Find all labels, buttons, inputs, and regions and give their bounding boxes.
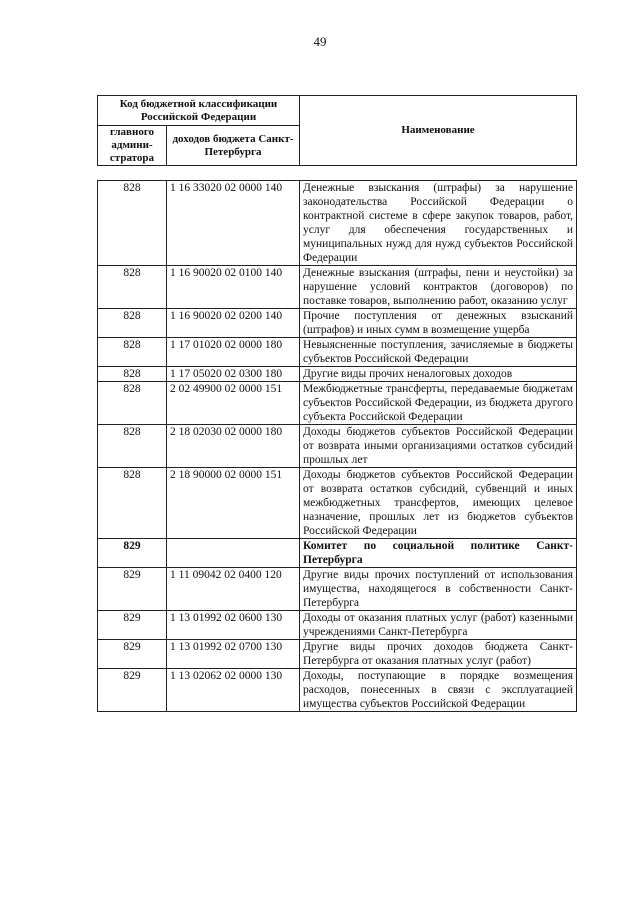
name-cell: Прочие поступления от денежных взысканий (штрафов) и иных сумм в возмещение ущерба xyxy=(300,309,577,338)
table-row xyxy=(98,309,577,338)
code-cell: 1 13 01992 02 0600 130 xyxy=(167,611,300,640)
admin-cell: 828 xyxy=(98,309,167,338)
name-cell: Доходы бюджетов субъектов Российской Федерации от возврата иными организациями остатков субсидий прошлых лет xyxy=(300,425,577,468)
name-cell: Другие виды прочих поступлений от использования имущества, находящегося в собственности Санкт-Петербурга xyxy=(300,568,577,611)
table-header xyxy=(97,95,577,166)
table-row xyxy=(98,539,577,568)
code-cell xyxy=(167,539,300,568)
name-cell: Денежные взыскания (штрафы) за нарушение законодательства Российской Федерации о контрактной системе в сфере закупок товаров, работ, услуг для обеспечения государственных и муниципальных нужд для нужд субъектов Российской Федерации xyxy=(300,181,577,266)
name-cell: Комитет по социальной политике Санкт-Петербурга xyxy=(300,539,577,568)
code-cell: 1 16 33020 02 0000 140 xyxy=(167,181,300,266)
code-cell: 2 18 90000 02 0000 151 xyxy=(167,468,300,539)
header-group-title: Код бюджетной классификации Российской Федерации xyxy=(98,96,300,126)
budget-codes-table xyxy=(97,180,577,712)
table-row xyxy=(98,468,577,539)
code-cell: 1 17 01020 02 0000 180 xyxy=(167,338,300,367)
table-row xyxy=(98,568,577,611)
admin-cell: 829 xyxy=(98,669,167,712)
table-row xyxy=(98,425,577,468)
code-cell: 1 16 90020 02 0100 140 xyxy=(167,266,300,309)
name-cell: Межбюджетные трансферты, передаваемые бюджетам субъектов Российской Федерации, из бюджета другого субъекта Российской Федерации xyxy=(300,382,577,425)
header-code-column: доходов бюджета Санкт-Петербурга xyxy=(167,126,300,166)
table-row xyxy=(98,669,577,712)
admin-cell: 828 xyxy=(98,338,167,367)
admin-cell: 828 xyxy=(98,266,167,309)
table-row xyxy=(98,338,577,367)
table-row xyxy=(98,640,577,669)
table-row xyxy=(98,367,577,382)
name-cell: Доходы бюджетов субъектов Российской Федерации от возврата остатков субсидий, субвенций и иных межбюджетных трансфертов, имеющих целевое назначение, прошлых лет из бюджетов субъектов Российской Федерации xyxy=(300,468,577,539)
admin-cell: 828 xyxy=(98,382,167,425)
name-cell: Доходы, поступающие в порядке возмещения расходов, понесенных в связи с эксплуатацией имущества субъектов Российской Федерации xyxy=(300,669,577,712)
admin-cell: 829 xyxy=(98,640,167,669)
admin-cell: 829 xyxy=(98,611,167,640)
table-row xyxy=(98,181,577,266)
admin-cell: 829 xyxy=(98,568,167,611)
admin-cell: 828 xyxy=(98,181,167,266)
name-cell: Другие виды прочих неналоговых доходов xyxy=(300,367,577,382)
admin-cell: 828 xyxy=(98,425,167,468)
code-cell: 1 13 02062 02 0000 130 xyxy=(167,669,300,712)
code-cell: 1 17 05020 02 0300 180 xyxy=(167,367,300,382)
header-admin-column: главного админи-стратора xyxy=(98,126,167,166)
code-cell: 1 16 90020 02 0200 140 xyxy=(167,309,300,338)
admin-cell: 829 xyxy=(98,539,167,568)
page-number: 49 xyxy=(313,34,327,49)
table-row xyxy=(98,266,577,309)
code-cell: 2 18 02030 02 0000 180 xyxy=(167,425,300,468)
name-cell: Невыясненные поступления, зачисляемые в бюджеты субъектов Российской Федерации xyxy=(300,338,577,367)
admin-cell: 828 xyxy=(98,367,167,382)
code-cell: 2 02 49900 02 0000 151 xyxy=(167,382,300,425)
name-cell: Доходы от оказания платных услуг (работ) казенными учреждениями Санкт-Петербурга xyxy=(300,611,577,640)
header-name-column: Наименование xyxy=(300,96,577,166)
admin-cell: 828 xyxy=(98,468,167,539)
name-cell: Другие виды прочих доходов бюджета Санкт-Петербурга от оказания платных услуг (работ) xyxy=(300,640,577,669)
name-cell: Денежные взыскания (штрафы, пени и неустойки) за нарушение условий контрактов (договоров) по поставке товаров, выполнению работ, оказанию услуг xyxy=(300,266,577,309)
code-cell: 1 13 01992 02 0700 130 xyxy=(167,640,300,669)
table-row xyxy=(98,611,577,640)
table-row xyxy=(98,382,577,425)
code-cell: 1 11 09042 02 0400 120 xyxy=(167,568,300,611)
